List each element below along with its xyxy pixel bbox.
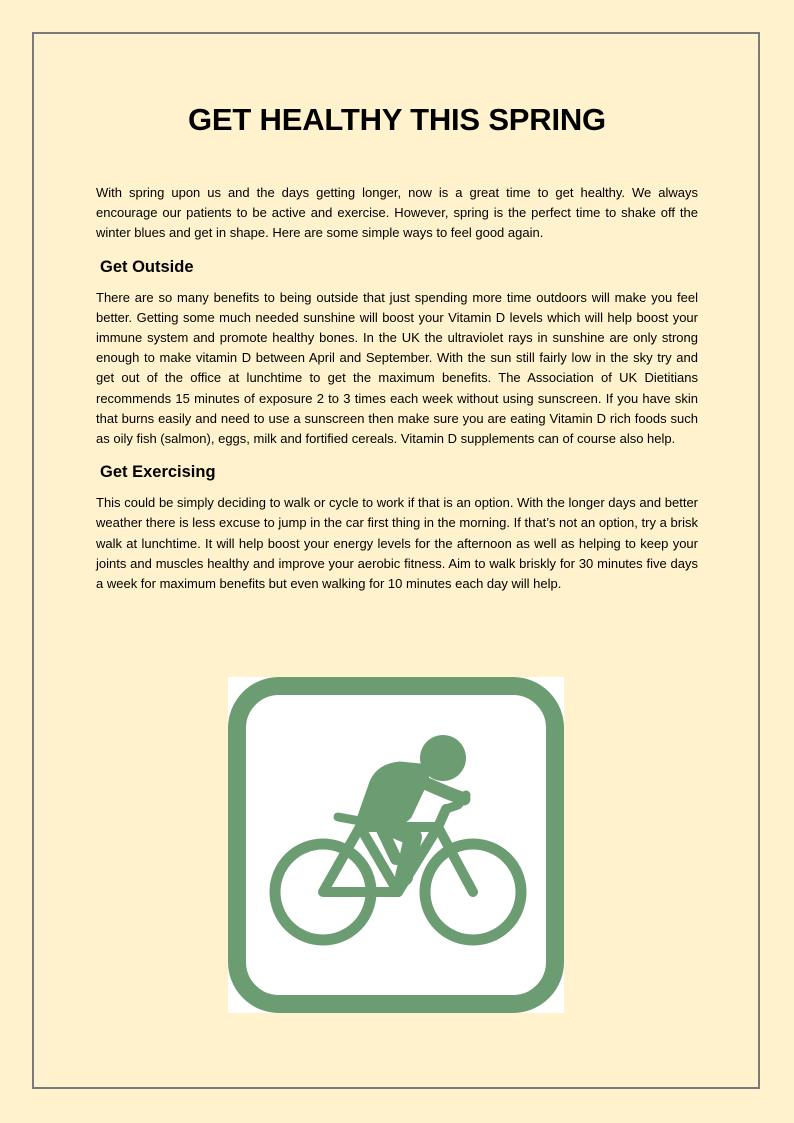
section-heading-get-outside: Get Outside xyxy=(100,257,194,276)
page-title: GET HEALTHY THIS SPRING xyxy=(188,102,606,137)
icon-frame xyxy=(237,686,555,1004)
cyclist-icon xyxy=(228,677,564,1013)
article-body xyxy=(96,183,698,594)
section-body-get-exercising: This could be simply deciding to walk or cycle to work if that is an option. With the longer days and better weather there is less excuse to jump in the car first thing in the morning. If that’s not an option, try a brisk walk at lunchtime. It will help boost your energy levels for the afternoon as well as helping to keep your joints and muscles healthy and improve your aerobic fitness. Aim to walk briskly for 30 minutes five days a week for maximum benefits but even walking for 10 minutes each day will help. xyxy=(96,495,698,592)
section-body-get-outside: There are so many benefits to being outside that just spending more time outdoors will make you feel better. Getting some much needed sunshine will boost your Vitamin D levels which will help boost your immune system and promote healthy bones. In the UK the ultraviolet rays in sunshine are only strong enough to make vitamin D between April and September. With the sun still fairly low in the sky try and get out of the office at lunchtime to get the maximum benefits. The Association of UK Dietitians recommends 15 minutes of exposure 2 to 3 times each week without using sunscreen. If you have skin that burns easily and need to use a sunscreen then make sure you are eating Vitamin D rich foods such as oily fish (salmon), eggs, milk and fortified cereals. Vitamin D supplements can of course also help. xyxy=(96,289,698,447)
intro-paragraph: With spring upon us and the days getting longer, now is a great time to get healthy. We always encourage our patients to be active and exercise. However, spring is the perfect time to shake off the winter blues and get in shape. Here are some simple ways to feel good again. xyxy=(96,185,698,241)
cyclist-illustration xyxy=(228,677,564,1013)
section-heading-get-exercising: Get Exercising xyxy=(100,463,216,482)
